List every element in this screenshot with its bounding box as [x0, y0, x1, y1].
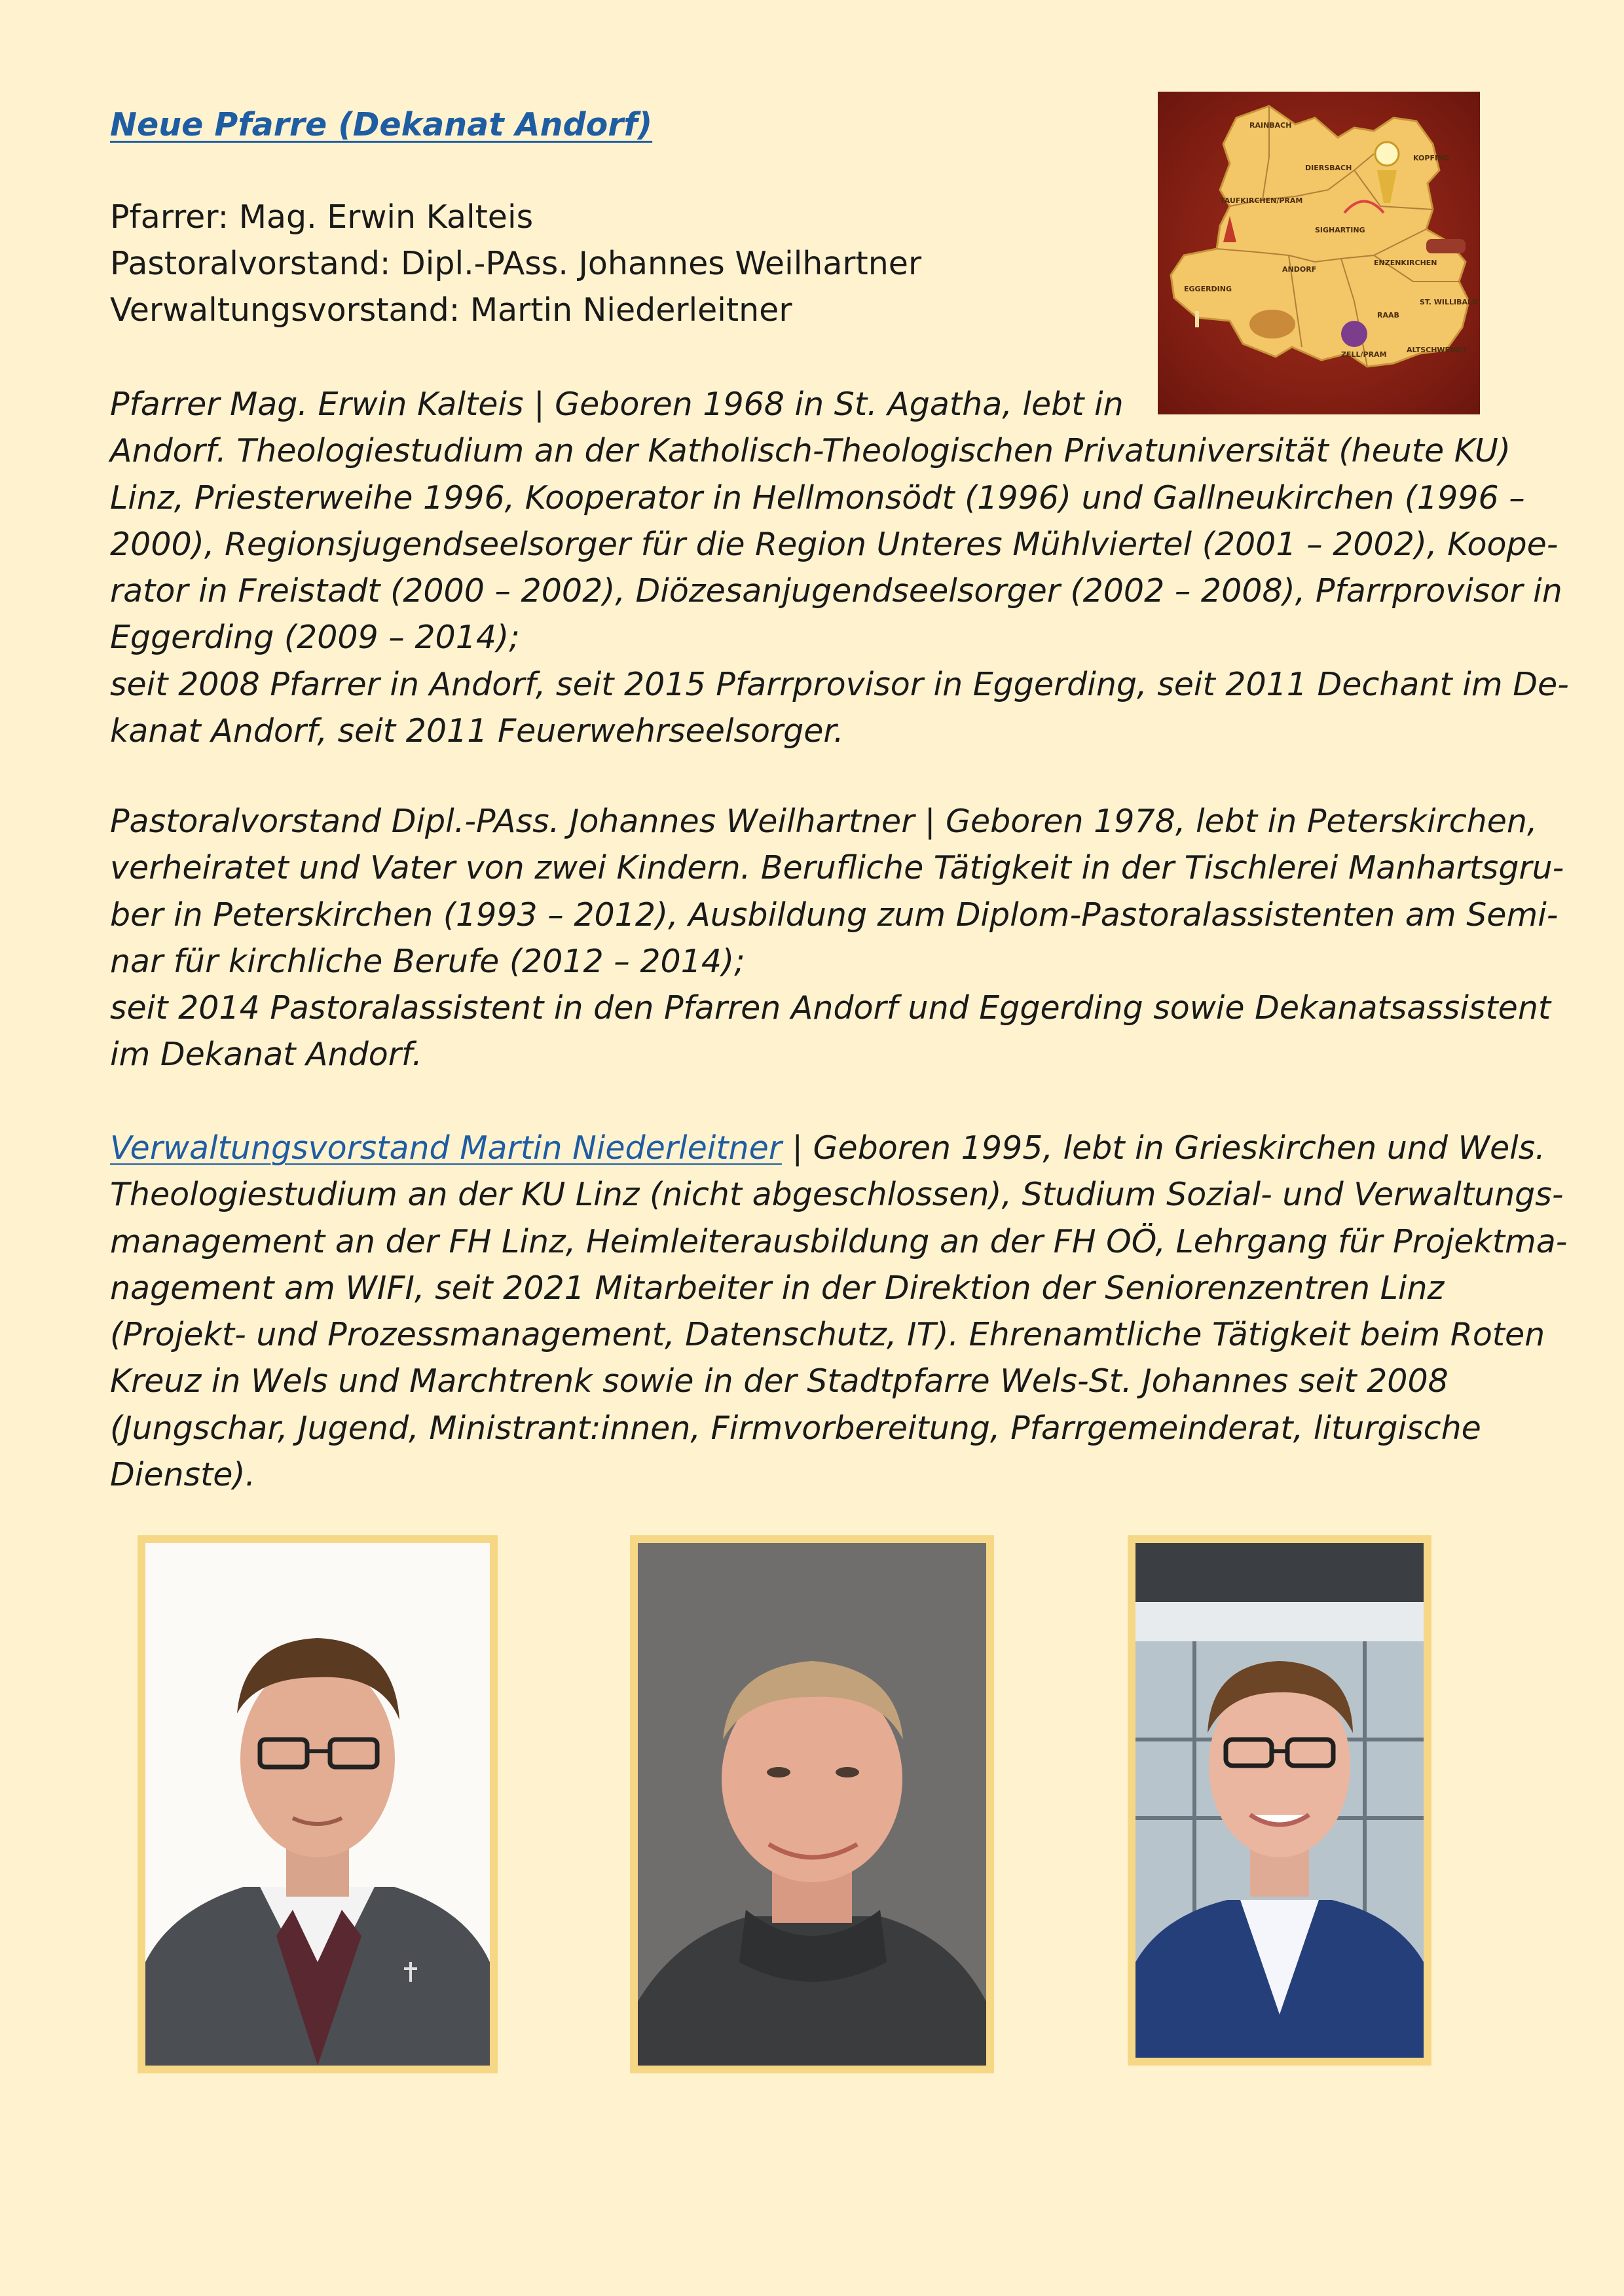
photo-frame-pfarrer [138, 1535, 498, 2073]
portrait-verwaltungsvorstand [1135, 1543, 1424, 2058]
map-label-eggerding: EGGERDING [1184, 285, 1232, 293]
bread-icon [1249, 310, 1295, 338]
grapes-icon [1341, 321, 1367, 347]
role-pastoralvorstand: Pastoralvorstand: Dipl.-PAss. Johannes Weilhartner [110, 245, 922, 282]
bio-line: kanat Andorf, seit 2011 Feuerwehrseelsorger. [110, 712, 844, 750]
photo-pfarrer [145, 1543, 490, 2066]
map-label-taufkirchen: TAUFKIRCHEN/PRAM [1220, 196, 1303, 205]
dekanat-map-image [1158, 92, 1480, 414]
role-pfarrer: Pfarrer: Mag. Erwin Kalteis [110, 198, 534, 236]
bio-line [110, 1125, 1545, 1171]
photo-pastoralvorstand [638, 1543, 986, 2066]
map-label-kopfing: KOPFING [1413, 154, 1450, 162]
bio-line: Dienste). [110, 1456, 256, 1494]
bio-pastoralvorstand [110, 798, 1564, 1078]
map-label-rainbach: RAINBACH [1249, 121, 1292, 130]
bio-line: im Dekanat Andorf. [110, 1036, 422, 1074]
bio-line: Theologiestudium an der KU Linz (nicht abgeschlossen), Studium Sozial- und Verwaltungs- [110, 1176, 1564, 1214]
verwaltungsvorstand-link[interactable]: Verwaltungsvorstand Martin Niederleitner [110, 1129, 782, 1167]
portrait-pastoralvorstand [638, 1543, 986, 2066]
bio-line: ber in Peterskirchen (1993 – 2012), Ausbildung zum Diplom-Pastoralassistenten am Semi- [110, 896, 1559, 934]
map-label-raab: RAAB [1377, 311, 1399, 319]
bio-line: verheiratet und Vater von zwei Kindern. Berufliche Tätigkeit in der Tischlerei Manhartsgru- [110, 849, 1564, 887]
bio-line: nagement am WIFI, seit 2021 Mitarbeiter in der Direktion der Seniorenzentren Linz [110, 1269, 1445, 1307]
map-label-altschwendt: ALTSCHWENDT [1407, 346, 1467, 354]
map-label-zell-pram: ZELL/PRAM [1341, 350, 1387, 359]
bio-line: management an der FH Linz, Heimleiterausbildung an der FH OÖ, Lehrgang für Projektma- [110, 1222, 1568, 1260]
roles-list [110, 194, 921, 333]
map-label-andorf: ANDORF [1282, 265, 1317, 274]
page-title[interactable]: Neue Pfarre (Dekanat Andorf) [110, 106, 653, 143]
photo-verwaltungsvorstand [1135, 1543, 1424, 2058]
bio-line: Pfarrer Mag. Erwin Kalteis | Geboren 1968 in St. Agatha, lebt in [110, 386, 1124, 423]
role-verwaltungsvorstand: Verwaltungsvorstand: Martin Niederleitner [110, 291, 792, 329]
host-icon [1375, 142, 1399, 166]
map-label-diersbach: DIERSBACH [1305, 164, 1352, 172]
bio-line: Linz, Priesterweihe 1996, Kooperator in Hellmonsödt (1996) und Gallneukirchen (1996 – [110, 479, 1525, 517]
map-label-enzenkirchen: ENZENKIRCHEN [1374, 259, 1437, 267]
bio-line: (Jungschar, Jugend, Ministrant:innen, Firmvorbereitung, Pfarrgemeinderat, liturgische [110, 1409, 1481, 1447]
bio-line: seit 2008 Pfarrer in Andorf, seit 2015 Pfarrprovisor in Eggerding, seit 2011 Dechant im De- [110, 665, 1569, 703]
photo-frame-verwaltungsvorstand [1128, 1535, 1431, 2066]
map-label-sigharting: SIGHARTING [1315, 226, 1365, 234]
map-illustration [1158, 92, 1480, 414]
bio-line: Eggerding (2009 – 2014); [110, 619, 520, 657]
map-land-shape [1171, 106, 1469, 367]
map-label-st-willibald: ST. WILLIBALD [1420, 298, 1479, 306]
bio-line: (Projekt- und Prozessmanagement, Datenschutz, IT). Ehrenamtliche Tätigkeit beim Roten [110, 1316, 1545, 1354]
photo-frame-pastoralvorstand [630, 1535, 994, 2073]
bio-line: Pastoralvorstand Dipl.-PAss. Johannes Weilhartner | Geboren 1978, lebt in Peterskirchen, [110, 803, 1538, 840]
bio-pfarrer [110, 381, 1569, 754]
bio-line: 2000), Regionsjugendseelsorger für die Region Unteres Mühlviertel (2001 – 2002), Koope- [110, 525, 1559, 563]
log-icon [1426, 239, 1466, 253]
bio-first-line-rest: | Geboren 1995, lebt in Grieskirchen und Wels. [781, 1129, 1545, 1167]
bio-line: Andorf. Theologiestudium an der Katholisch-Theologischen Privatuniversität (heute KU) [110, 432, 1511, 470]
bio-line: rator in Freistadt (2000 – 2002), Diözesanjugendseelsorger (2002 – 2008), Pfarrprovisor in [110, 572, 1562, 610]
bio-line: Kreuz in Wels und Marchtrenk sowie in der Stadtpfarre Wels-St. Johannes seit 2008 [110, 1362, 1449, 1400]
bio-line: seit 2014 Pastoralassistent in den Pfarren Andorf und Eggerding sowie Dekanatsassistent [110, 989, 1551, 1027]
bio-line: nar für kirchliche Berufe (2012 – 2014); [110, 942, 745, 980]
portrait-pfarrer [145, 1543, 490, 2066]
bio-verwaltungsvorstand [110, 1125, 1568, 1498]
